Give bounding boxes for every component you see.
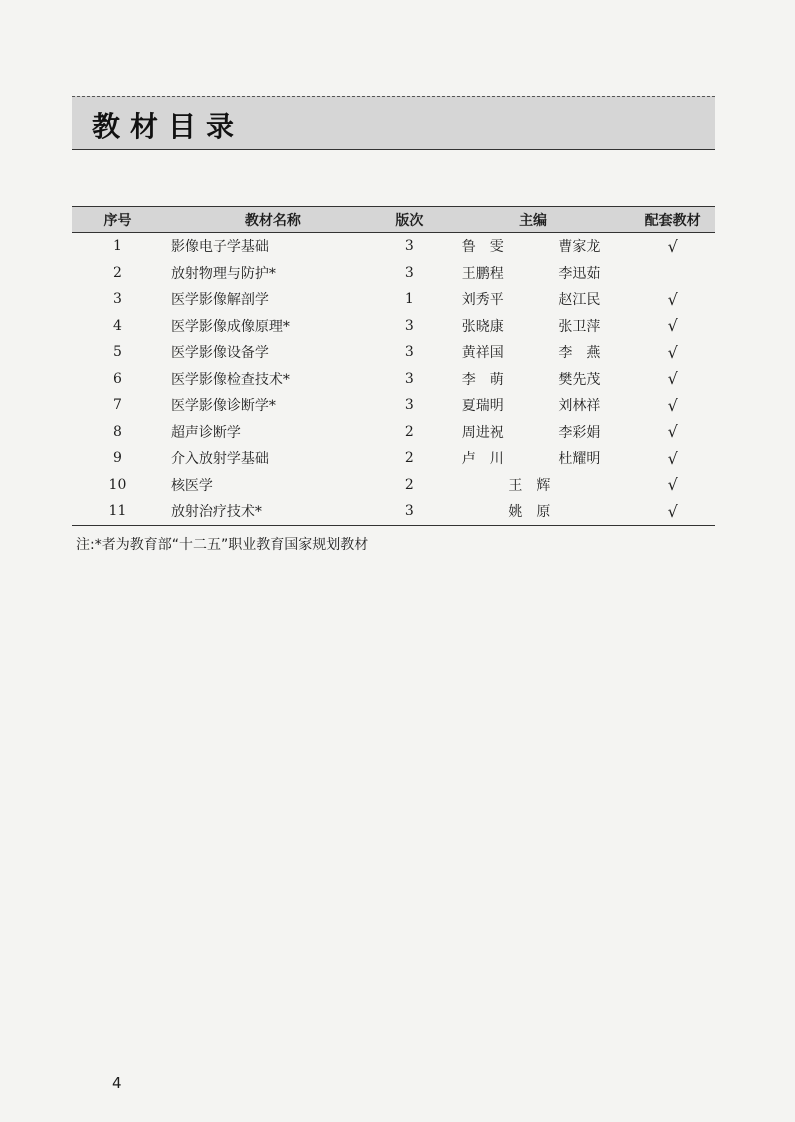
editor-name: 张晓康 bbox=[461, 318, 504, 335]
editor-names bbox=[436, 501, 631, 521]
cell-serial-no: 5 bbox=[113, 344, 122, 361]
cell-serial-no: 7 bbox=[113, 397, 122, 414]
table-row bbox=[72, 392, 715, 419]
cell-edition: 3 bbox=[383, 498, 436, 525]
header-supporting-material: 配套教材 bbox=[630, 207, 715, 233]
table-row bbox=[72, 260, 715, 287]
cell-edition: 3 bbox=[404, 238, 414, 255]
page-title: 教材目录 bbox=[92, 110, 245, 143]
table-header-row bbox=[72, 207, 715, 233]
editor-name: 鲁 雯 bbox=[461, 239, 504, 256]
editor-names bbox=[436, 422, 631, 442]
check-mark-icon: √ bbox=[667, 448, 678, 468]
page-number: 4 bbox=[112, 1074, 122, 1092]
cell-chief-editor bbox=[436, 313, 631, 340]
editor-name: 李 燕 bbox=[558, 345, 601, 362]
cell-textbook-name: 医学影像检查技术* bbox=[170, 371, 290, 388]
cell-chief-editor bbox=[436, 286, 631, 313]
title-band bbox=[72, 96, 715, 150]
cell-edition: 2 bbox=[404, 423, 414, 440]
header-edition: 版次 bbox=[383, 207, 436, 233]
cell-edition: 2 bbox=[404, 476, 414, 493]
cell-chief-editor bbox=[436, 419, 631, 446]
check-mark-icon: √ bbox=[667, 342, 678, 362]
editor-name: 周进祝 bbox=[461, 424, 504, 441]
editor-name: 李迅茹 bbox=[558, 265, 601, 282]
cell-serial-no: 10 bbox=[108, 476, 127, 493]
table-row bbox=[72, 313, 715, 340]
cell-serial-no: 2 bbox=[113, 264, 122, 281]
cell-serial-no: 9 bbox=[113, 450, 122, 467]
check-mark-icon: √ bbox=[667, 316, 678, 336]
table-row bbox=[72, 498, 715, 525]
cell-chief-editor bbox=[436, 260, 631, 287]
editor-names bbox=[436, 289, 631, 309]
cell-edition: 3 bbox=[404, 344, 414, 361]
check-mark-icon: √ bbox=[667, 369, 678, 389]
editor-name: 李 萌 bbox=[461, 371, 504, 388]
editor-name: 夏瑞明 bbox=[461, 398, 504, 415]
header-textbook-name: 教材名称 bbox=[163, 207, 383, 233]
cell-chief-editor bbox=[436, 392, 631, 419]
editor-names bbox=[436, 369, 631, 389]
cell-textbook-name: 介入放射学基础 bbox=[170, 451, 269, 468]
editor-names bbox=[436, 395, 631, 415]
cell-supporting-material bbox=[630, 286, 715, 313]
cell-edition: 3 bbox=[404, 317, 414, 334]
cell-edition: 3 bbox=[404, 397, 414, 414]
cell-supporting-material bbox=[630, 313, 715, 340]
cell-serial-no: 6 bbox=[113, 370, 122, 387]
table-row bbox=[72, 419, 715, 446]
cell-serial-no: 3 bbox=[113, 291, 122, 308]
cell-edition: 2 bbox=[404, 450, 414, 467]
editor-name: 张卫萍 bbox=[558, 318, 601, 335]
cell-edition: 3 bbox=[404, 264, 414, 281]
header-chief-editor: 主编 bbox=[436, 207, 631, 233]
cell-supporting-material bbox=[630, 498, 715, 525]
editor-names bbox=[436, 236, 631, 256]
cell-textbook-name: 医学影像成像原理* bbox=[170, 318, 290, 335]
check-mark-icon: √ bbox=[667, 501, 678, 521]
table-row bbox=[72, 445, 715, 472]
check-mark-icon: √ bbox=[667, 236, 678, 256]
editor-name: 姚 原 bbox=[508, 504, 551, 521]
editor-name: 卢 川 bbox=[461, 451, 504, 468]
cell-supporting-material bbox=[630, 419, 715, 446]
table-row bbox=[72, 339, 715, 366]
cell-serial-no: 1 bbox=[113, 238, 122, 255]
cell-chief-editor bbox=[436, 472, 631, 499]
cell-textbook-name: 影像电子学基础 bbox=[170, 239, 269, 256]
cell-edition: 1 bbox=[404, 291, 414, 308]
editor-names bbox=[436, 448, 631, 468]
table-row bbox=[72, 233, 715, 260]
cell-textbook-name: 医学影像设备学 bbox=[170, 345, 269, 362]
editor-name: 樊先茂 bbox=[558, 371, 601, 388]
editor-name: 黄祥国 bbox=[461, 345, 504, 362]
cell-supporting-material bbox=[630, 366, 715, 393]
cell-textbook-name: 放射治疗技术* bbox=[163, 498, 383, 525]
cell-textbook-name: 超声诊断学 bbox=[170, 424, 241, 441]
editor-name: 杜耀明 bbox=[558, 451, 601, 468]
cell-supporting-material bbox=[630, 445, 715, 472]
cell-serial-no: 4 bbox=[113, 317, 122, 334]
cell-supporting-material bbox=[630, 472, 715, 499]
editor-names bbox=[436, 263, 631, 283]
cell-supporting-material bbox=[630, 233, 715, 260]
cell-textbook-name: 医学影像解剖学 bbox=[170, 292, 269, 309]
check-mark-icon: √ bbox=[667, 289, 678, 309]
editor-names bbox=[436, 316, 631, 336]
cell-chief-editor bbox=[436, 445, 631, 472]
editor-name: 刘林祥 bbox=[558, 398, 601, 415]
editor-name: 刘秀平 bbox=[461, 292, 504, 309]
cell-chief-editor bbox=[436, 339, 631, 366]
editor-name: 赵江民 bbox=[558, 292, 601, 309]
cell-textbook-name: 医学影像诊断学* bbox=[170, 398, 276, 415]
editor-names bbox=[436, 342, 631, 362]
check-mark-icon: √ bbox=[667, 395, 678, 415]
editor-name: 曹家龙 bbox=[558, 239, 601, 256]
table-row bbox=[72, 286, 715, 313]
editor-name: 李彩娟 bbox=[558, 424, 601, 441]
cell-supporting-material bbox=[630, 339, 715, 366]
cell-serial-no: 11 bbox=[72, 498, 163, 525]
cell-chief-editor bbox=[436, 498, 631, 525]
textbook-catalog-table bbox=[72, 206, 715, 526]
cell-textbook-name: 放射物理与防护* bbox=[170, 265, 276, 282]
cell-serial-no: 8 bbox=[113, 423, 122, 440]
cell-chief-editor bbox=[436, 233, 631, 260]
cell-supporting-material bbox=[630, 392, 715, 419]
header-serial-no: 序号 bbox=[72, 207, 163, 233]
table-row bbox=[72, 472, 715, 499]
cell-chief-editor bbox=[436, 366, 631, 393]
check-mark-icon: √ bbox=[667, 475, 678, 495]
cell-supporting-material bbox=[630, 260, 715, 287]
editor-names bbox=[436, 475, 631, 495]
footnote: 注:*者为教育部“十二五”职业教育国家规划教材 bbox=[76, 537, 369, 553]
editor-name: 王鹏程 bbox=[461, 265, 504, 282]
cell-textbook-name: 核医学 bbox=[170, 477, 213, 494]
cell-edition: 3 bbox=[404, 370, 414, 387]
editor-name: 王 辉 bbox=[508, 477, 551, 494]
table-row bbox=[72, 366, 715, 393]
check-mark-icon: √ bbox=[667, 422, 678, 442]
